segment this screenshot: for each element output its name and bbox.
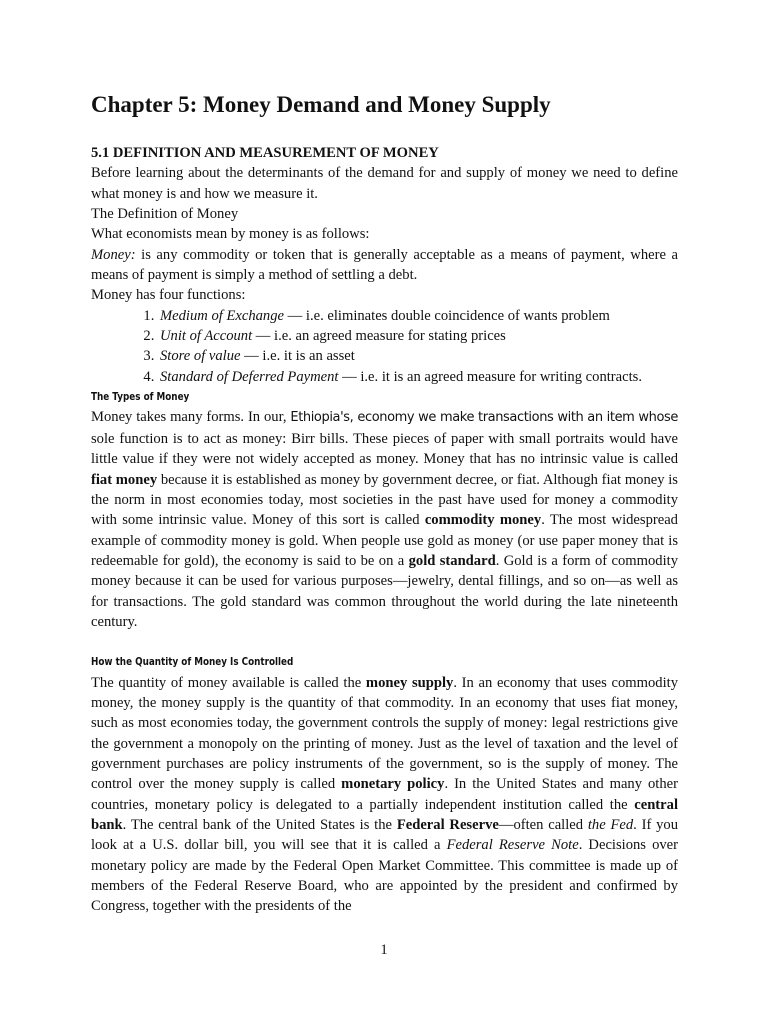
function-item: 4. Standard of Deferred Payment — i.e. it is an agreed measure for writing contracts. bbox=[158, 367, 678, 387]
money-control-heading: How the Quantity of Money Is Controlled bbox=[91, 655, 294, 669]
document-body bbox=[91, 143, 678, 917]
types-of-money-paragraph: Money takes many forms. In our, Ethiopia's, economy we make transactions with an item whose sole function is to act as money: Birr bills. These pieces of paper with small portraits would have little value if they were not widely accepted as money. Money that has no intrinsic value is called fiat money because it is established as money by government decree, or fiat. Although fiat money is the norm in most economies today, most societies in the past have used for money a commodity with some intrinsic value. Money of this sort is called commodity money. The most widespread example of commodity money is gold. When people use gold as money (or use paper money that is redeemable for gold), the economy is said to be on a gold standard. Gold is a form of commodity money because it can be used for various purposes—jewelry, dental fillings, and so on—as well as for transactions. The gold standard was common throughout the world during the late nineteenth century. bbox=[91, 409, 678, 630]
federal-reserve-term: Federal Reserve bbox=[396, 817, 499, 833]
money-definition-line-2: means of payment is simply a method of settling a debt. bbox=[91, 267, 418, 284]
money-supply-term: money supply bbox=[365, 674, 454, 691]
central-bank-term: central bank bbox=[91, 796, 678, 833]
intro-line-1: Before learning about the determinants of the demand for and supply of money we need to define bbox=[91, 165, 678, 182]
the-fed-term: the Fed bbox=[587, 817, 634, 833]
fiat-money-term: fiat money bbox=[91, 471, 158, 488]
types-of-money-heading: The Types of Money bbox=[91, 390, 190, 404]
functions-list bbox=[91, 306, 678, 387]
federal-reserve-note-term: Federal Reserve Note bbox=[446, 837, 579, 854]
intro-line-2: what money is and how we measure it. bbox=[91, 185, 318, 202]
function-item: 1. Medium of Exchange — i.e. eliminates double coincidence of wants problem bbox=[158, 306, 678, 326]
chapter-title: Chapter 5: Money Demand and Money Supply bbox=[91, 92, 551, 117]
definition-subheading: The Definition of Money bbox=[91, 206, 239, 223]
page-number: 1 bbox=[380, 942, 388, 958]
functions-intro: Money has four functions: bbox=[91, 287, 246, 304]
gold-standard-term: gold standard bbox=[408, 552, 496, 569]
monetary-policy-term: monetary policy bbox=[341, 776, 445, 793]
commodity-money-term: commodity money bbox=[424, 512, 542, 529]
function-item: 2. Unit of Account — i.e. an agreed measure for stating prices bbox=[158, 326, 678, 346]
money-term: Money: bbox=[91, 246, 136, 263]
intro-line-4: What economists mean by money is as follows: bbox=[91, 226, 370, 243]
money-control-paragraph: The quantity of money available is called the money supply. In an economy that uses commodity money, the money supply is the quantity of that commodity. In an economy that uses fiat money, such as most economies today, the government controls the supply of money: legal restrictions give the government a monopoly on the printing of money. Just as the level of taxation and the level of government purchases are policy instruments of the government, so is the supply of money. The control over the money supply is called monetary policy. In the United States and many other countries, monetary policy is delegated to a partially independent institution called the central bank. The central bank of the United States is the Federal Reserve—often called the Fed. If you look at a U.S. dollar bill, you will see that it is called a Federal Reserve Note. Decisions over monetary policy are made by the Federal Open Market Committee. This committee is made up of members of the Federal Reserve Board, who are appointed by the president and confirmed by Congress, together with the presidents of the bbox=[91, 674, 678, 915]
money-definition-line-1: Money: is any commodity or token that is generally acceptable as a means of payment, where a bbox=[91, 246, 678, 263]
section-heading: 5.1 DEFINITION AND MEASUREMENT OF MONEY bbox=[91, 145, 439, 161]
function-item: 3. Store of value — i.e. it is an asset bbox=[158, 346, 678, 366]
